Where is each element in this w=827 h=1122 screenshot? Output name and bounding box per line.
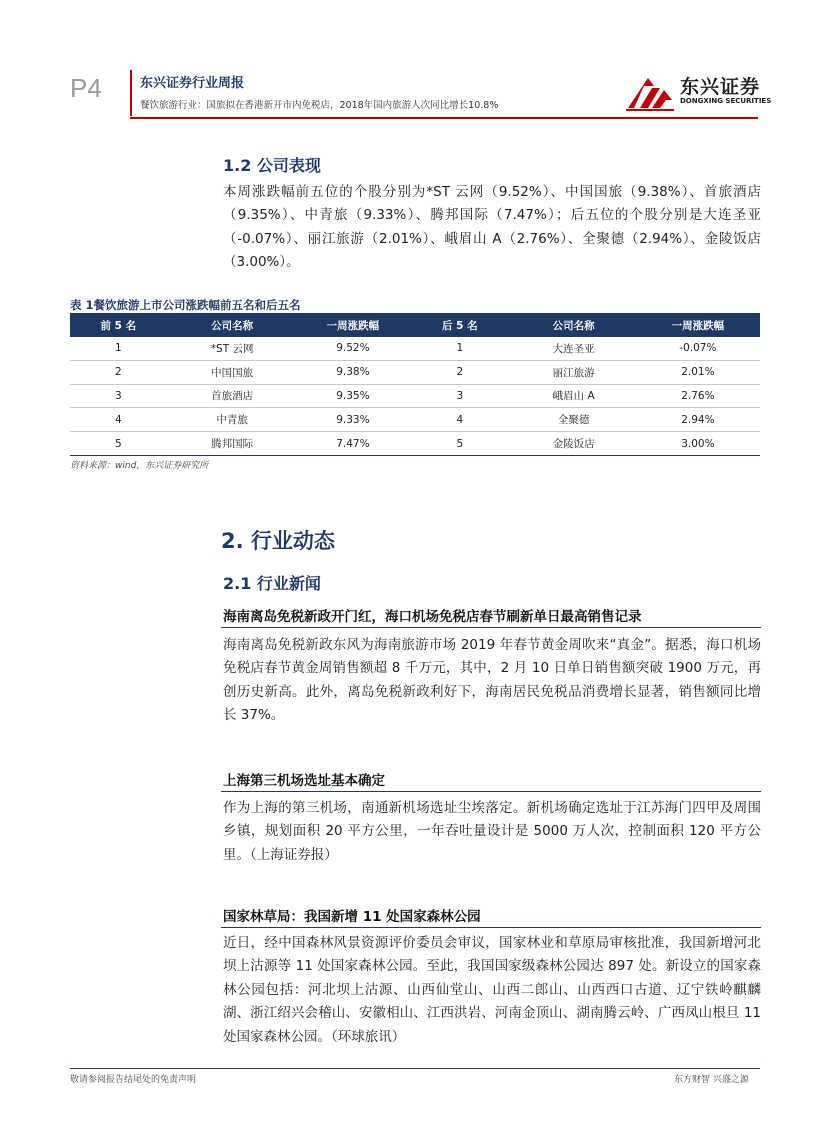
table-cell: 3.00%: [636, 432, 760, 456]
logo-subtext: DONGXING SECURITIES: [680, 97, 772, 105]
news-title: 国家林草局：我国新增 11 处国家森林公园: [223, 909, 481, 925]
table-cell: 全聚德: [512, 408, 636, 432]
table-source: 资料来源：wind，东兴证券研究所: [70, 461, 209, 471]
table-cell: 9.38%: [298, 360, 408, 384]
news-body: 海南离岛免税新政东风为海南旅游市场 2019 年春节黄金周吹来“真金”。据悉，海口机场免税店春节黄金周销售额超 8 千万元，其中，2 月 10 日单日销售额突破 1900 万元，再创历史新高。此外，离岛免税新政利好下，海南居民免税品消费增长显著，销售额同比增长 37%。: [223, 637, 761, 724]
header-divider: [130, 70, 132, 116]
news-title: 海南离岛免税新政开门红，海口机场免税店春节刷新单日最高销售记录: [223, 609, 642, 625]
table-cell: 首旅酒店: [167, 384, 298, 408]
table-cell: 9.35%: [298, 384, 408, 408]
table-cell: 4: [70, 408, 167, 432]
table-cell: 中青旅: [167, 408, 298, 432]
section-heading-industry-news: 2.1 行业新闻: [223, 574, 321, 593]
section-heading-industry-dynamics: 2. 行业动态: [221, 529, 335, 553]
table-cell: 7.47%: [298, 432, 408, 456]
report-subtitle: 餐饮旅游行业：国旅拟在香港新开市内免税店，2018年国内旅游人次同比增长10.8%: [140, 100, 499, 111]
table-header-cell: 公司名称: [512, 313, 636, 337]
footer-slogan: 东方财智 兴盛之源: [674, 1075, 749, 1085]
table-cell: 3: [70, 384, 167, 408]
performance-table: [70, 313, 760, 456]
table-cell: -0.07%: [636, 337, 760, 360]
table-cell: 2: [408, 360, 512, 384]
logo-text: 东兴证券: [680, 76, 761, 98]
table-cell: 4: [408, 408, 512, 432]
table-cell: 9.33%: [298, 408, 408, 432]
table-cell: 丽江旅游: [512, 360, 636, 384]
table-cell: 5: [70, 432, 167, 456]
table-row: [70, 408, 760, 432]
footer-disclaimer: 敬请参阅报告结尾处的免责声明: [70, 1075, 197, 1085]
table-row: [70, 360, 760, 384]
company-performance-paragraph: 本周涨跌幅前五位的个股分别为*ST 云网（9.52%）、中国国旅（9.38%）、首旅酒店（9.35%）、中青旅（9.33%）、腾邦国际（7.47%）；后五位的个股分别是大连圣亚（-0.07%）、丽江旅游（2.01%）、峨眉山 A（2.76%）、全聚德（2.94%）、金陵饭店（3.00%）。: [223, 184, 761, 271]
table-caption: 表 1餐饮旅游上市公司涨跌幅前五名和后五名: [70, 298, 301, 312]
table-cell: 1: [408, 337, 512, 360]
table-cell: 5: [408, 432, 512, 456]
news-title-rule: [221, 927, 761, 928]
table-cell: 中国国旅: [167, 360, 298, 384]
table-header-cell: 公司名称: [167, 313, 298, 337]
table-cell: 3: [408, 384, 512, 408]
table-row: [70, 337, 760, 360]
news-title: 上海第三机场选址基本确定: [223, 773, 385, 789]
table-header-cell: 前 5 名: [70, 313, 167, 337]
news-body: 作为上海的第三机场，南通新机场选址尘埃落定。新机场确定选址于江苏海门四甲及周围乡镇，规划面积 20 平方公里，一年吞吐量设计是 5000 万人次，控制面积 120 平方公里。（上海证券报）: [223, 800, 761, 863]
table-cell: 腾邦国际: [167, 432, 298, 456]
footer-rule: [70, 1068, 760, 1069]
table-cell: 2.76%: [636, 384, 760, 408]
table-row: [70, 432, 760, 456]
table-cell: 9.52%: [298, 337, 408, 360]
table-cell: *ST 云网: [167, 337, 298, 360]
table-header-cell: 一周涨跌幅: [636, 313, 760, 337]
table-header-row: [70, 313, 760, 337]
table-row: [70, 384, 760, 408]
page-number: P4: [70, 73, 102, 103]
table-cell: 金陵饭店: [512, 432, 636, 456]
dongxing-logo-icon: [624, 70, 676, 112]
news-body: 近日，经中国森林风景资源评价委员会审议，国家林业和草原局审核批准，我国新增河北坝上沽源等 11 处国家森林公园。至此，我国国家级森林公园达 897 处。新设立的国家森林公园包括：河北坝上沽源、山西仙堂山、山西二郎山、山西西口古道、辽宁铁岭麒麟湖、浙江绍兴会稽山、安徽相山、江西洪岩、河南金顶山、湖南腾云岭、广西凤山根旦 11 处国家森林公园。（环球旅讯）: [223, 935, 761, 1045]
table-cell: 2.01%: [636, 360, 760, 384]
table-header-cell: 后 5 名: [408, 313, 512, 337]
table-cell: 2: [70, 360, 167, 384]
table-header-cell: 一周涨跌幅: [298, 313, 408, 337]
news-title-rule: [221, 791, 761, 792]
table-cell: 大连圣亚: [512, 337, 636, 360]
table-cell: 2.94%: [636, 408, 760, 432]
table-cell: 1: [70, 337, 167, 360]
section-heading-company-performance: 1.2 公司表现: [223, 156, 321, 175]
table-cell: 峨眉山 A: [512, 384, 636, 408]
news-title-rule: [221, 627, 761, 628]
report-title: 东兴证券行业周报: [140, 76, 245, 91]
header-rule: [130, 117, 758, 119]
